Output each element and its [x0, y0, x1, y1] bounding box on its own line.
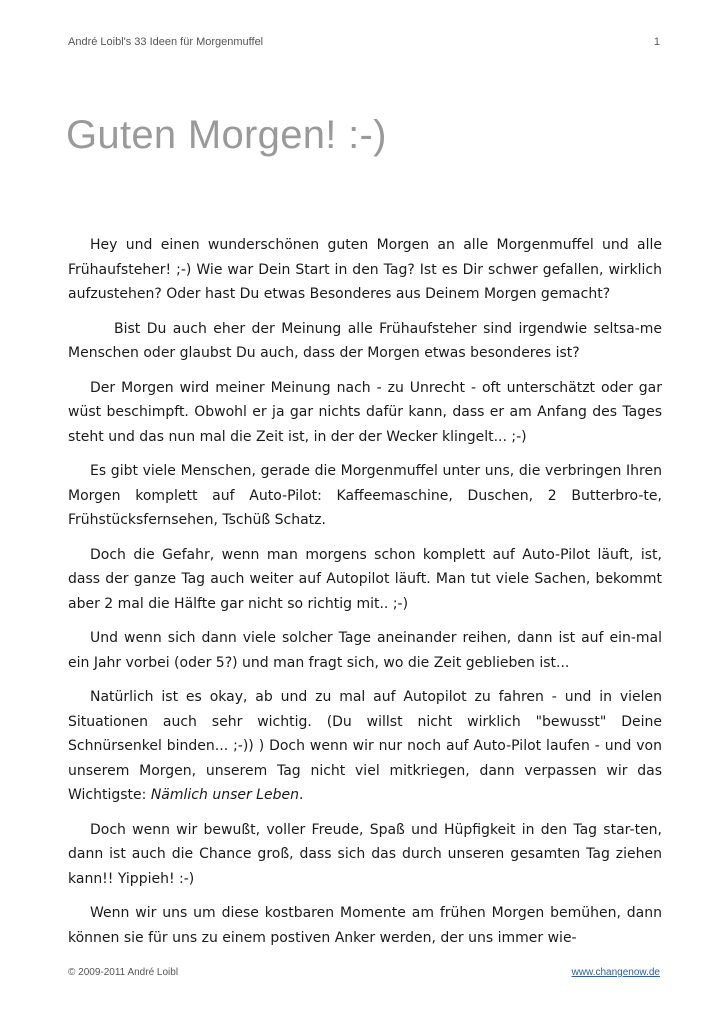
page-title: Guten Morgen! :-) [66, 113, 387, 157]
running-header: André Loibl's 33 Ideen für Morgenmuffel [68, 36, 264, 48]
footer-copyright: © 2009-2011 André Loibl [68, 967, 179, 978]
page-number: 1 [653, 36, 660, 48]
paragraph: Doch wenn wir bewußt, voller Freude, Spaß und Hüpfigkeit in den Tag star-ten, dann ist auch die Chance groß, dass sich das durch unseren gesamten Tag ziehen kann!! Yippieh! :-) [68, 821, 662, 887]
body-text [68, 233, 662, 960]
emphasis-text: Nämlich unser Leben [150, 787, 299, 803]
paragraph: Doch die Gefahr, wenn man morgens schon komplett auf Auto-Pilot läuft, ist, dass der ganze Tag auch weiter auf Autopilot läuft. Man tut viele Sachen, bekommt aber 2 mal die Hälfte gar nicht so richtig mit.. ;-) [68, 546, 662, 612]
paragraph: Wenn wir uns um diese kostbaren Momente am frühen Morgen bemühen, dann können sie für uns zu einem postiven Anker werden, der uns immer wie- [68, 905, 662, 946]
paragraph: Es gibt viele Menschen, gerade die Morgenmuffel unter uns, die verbringen Ihren Morgen komplett auf Auto-Pilot: Kaffeemaschine, Duschen, 2 Butterbro-te, Frühstücksfernsehen, Tschüß Schatz. [68, 463, 662, 528]
paragraph-end: . [298, 787, 304, 803]
paragraph: Hey und einen wunderschönen guten Morgen an alle Morgenmuffel und alle Frühaufsteher! ;-) Wie war Dein Start in den Tag? Ist es Dir schwer gefallen, wirklich aufzustehen? Oder hast Du etwas Besonderes aus Deinem Morgen gemacht? [68, 237, 662, 302]
paragraph: Und wenn sich dann viele solcher Tage aneinander reihen, dann ist auf ein-mal ein Jahr vorbei (oder 5?) und man fragt sich, wo die Zeit geblieben ist... [68, 630, 662, 671]
paragraph: Der Morgen wird meiner Meinung nach - zu Unrecht - oft unterschätzt oder gar wüst beschimpft. Obwohl er ja gar nichts dafür kann, dass er am Anfang des Tages steht und das nun mal die Zeit ist, in der der Wecker klingelt... ;-) [68, 379, 662, 445]
paragraph [68, 685, 662, 808]
paragraph: Bist Du auch eher der Meinung alle Frühaufsteher sind irgendwie seltsa-me Menschen oder glaubst Du auch, dass der Morgen etwas besonderes ist? [68, 320, 662, 361]
footer-website-link[interactable]: www.changenow.de [571, 967, 660, 978]
paragraph-text: Natürlich ist es okay, ab und zu mal auf Autopilot zu fahren - und in vielen Situationen auch sehr wichtig. (Du willst nicht wirklich "bewusst" Deine Schnürsenkel binden... ;-)) ) Doch wenn wir nur noch auf Auto-Pilot laufen - und von unserem Morgen, unserem Tag nicht viel mitkriegen, dann verpassen wir das Wichtigste: [68, 689, 662, 803]
